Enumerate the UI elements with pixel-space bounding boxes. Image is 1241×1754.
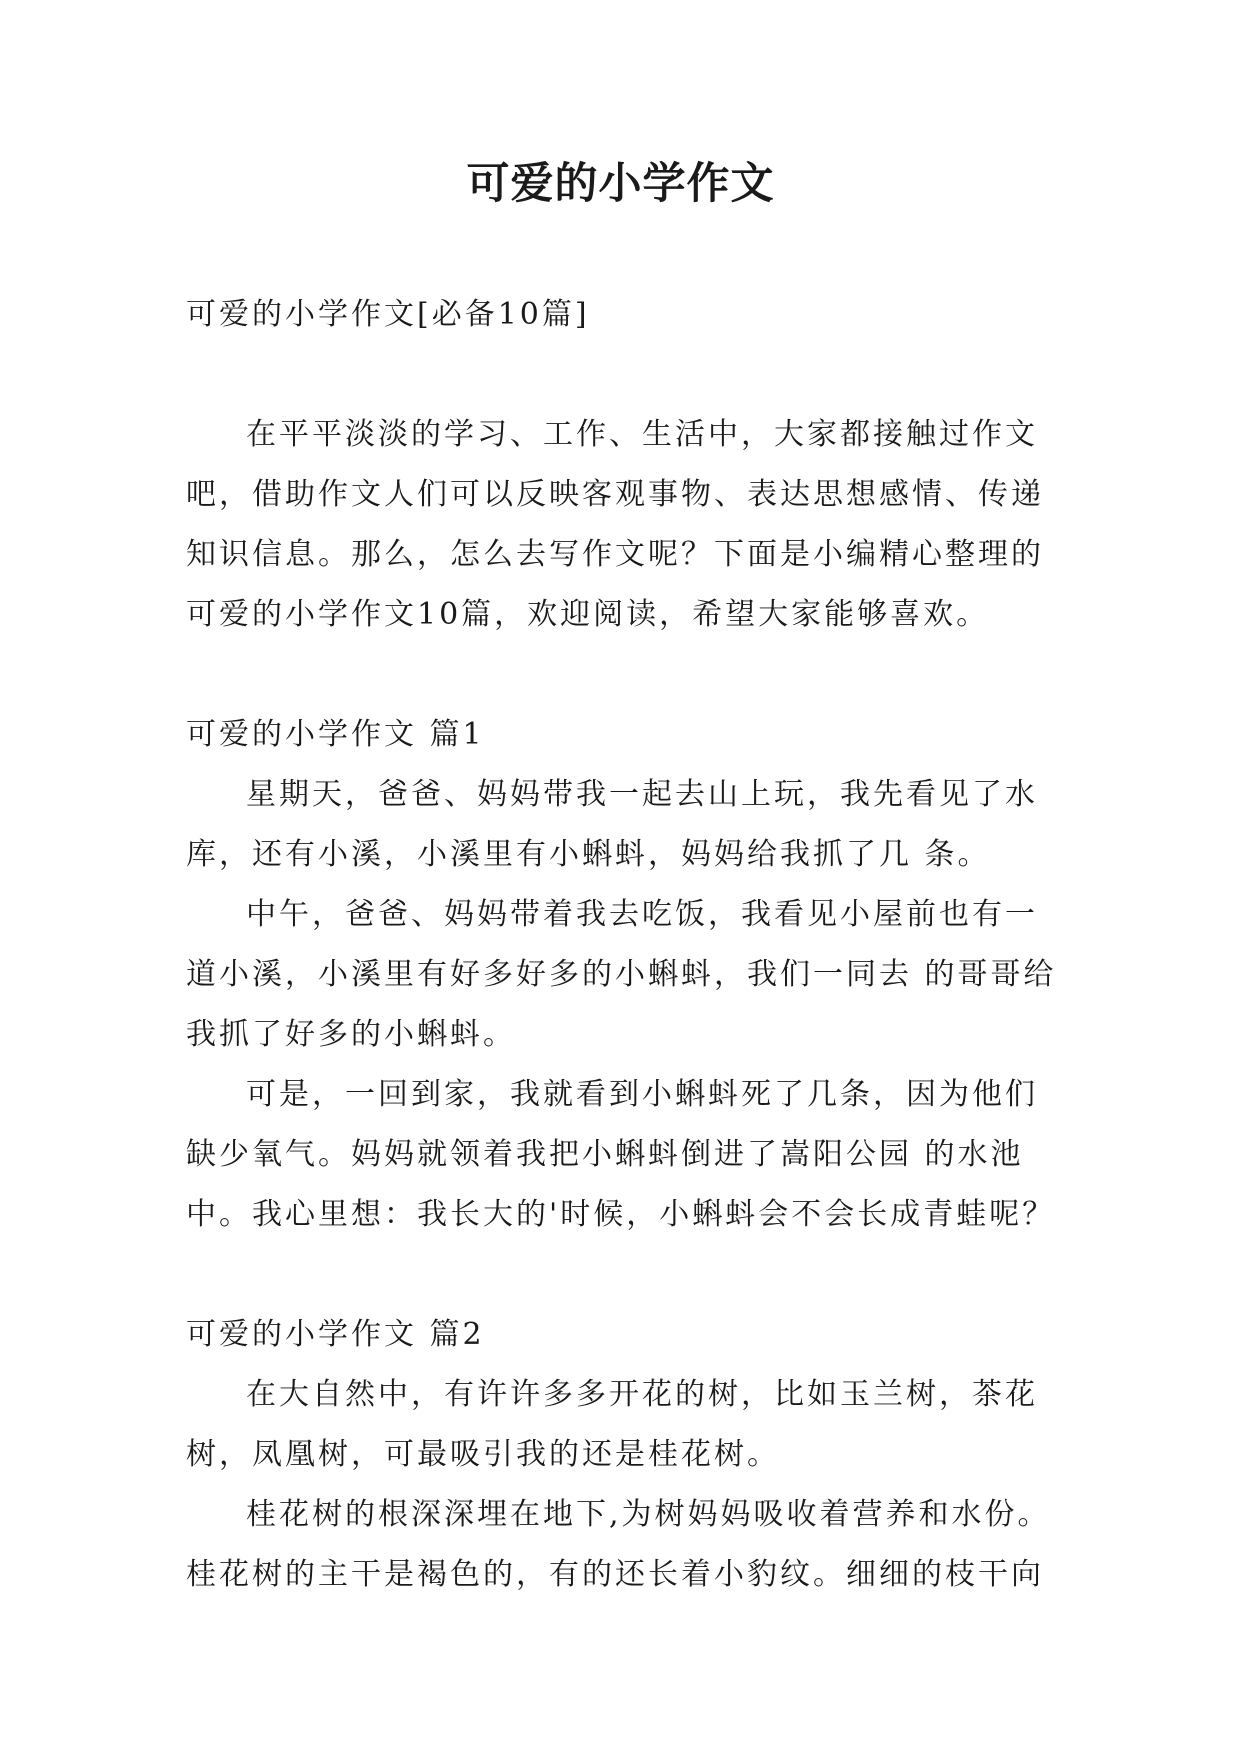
section-2 — [186, 1305, 1066, 1605]
section-heading: 可爱的小学作文 篇2 — [186, 1317, 485, 1352]
section-paragraph: 可是，一回到家，我就看到小蝌蚪死了几条，因为他们缺少氧气。妈妈就领着我把小蝌蚪倒进了嵩阳公园 的水池中。我心里想：我长大的'时候，小蝌蚪会不会长成青蛙呢？ — [186, 1077, 1056, 1232]
intro-paragraph: 在平平淡淡的学习、工作、生活中，大家都接触过作文吧，借助作文人们可以反映客观事物、表达思想感情、传递知识信息。那么，怎么去写作文呢？下面是小编精心整理的可爱的小学作文10篇，欢迎阅读，希望大家能够喜欢。 — [186, 417, 1044, 632]
spacer — [186, 345, 1066, 405]
spacer — [186, 645, 1066, 705]
section-heading: 可爱的小学作文 篇1 — [186, 717, 485, 752]
section-paragraph: 星期天，爸爸、妈妈带我一起去山上玩，我先看见了水库，还有小溪，小溪里有小蝌蚪，妈妈给我抓了几 条。 — [186, 777, 1038, 872]
document-body — [186, 285, 1066, 1605]
section-1 — [186, 705, 1066, 1245]
section-paragraph: 中午，爸爸、妈妈带着我去吃饭，我看见小屋前也有一道小溪，小溪里有好多好多的小蝌蚪，我们一同去 的哥哥给我抓了好多的小蝌蚪。 — [186, 897, 1057, 1052]
document-title: 可爱的小学作文 — [466, 159, 775, 209]
section-paragraph: 桂花树的根深深埋在地下,为树妈妈吸收着营养和水份。桂花树的主干是褐色的，有的还长着小豹纹。细细的枝干向 — [186, 1497, 1051, 1592]
section-paragraph: 在大自然中，有许许多多开花的树，比如玉兰树，茶花树，凤凰树，可最吸引我的还是桂花树。 — [186, 1377, 1038, 1472]
spacer — [186, 1245, 1066, 1305]
document-subtitle: 可爱的小学作文[必备10篇] — [186, 297, 590, 332]
